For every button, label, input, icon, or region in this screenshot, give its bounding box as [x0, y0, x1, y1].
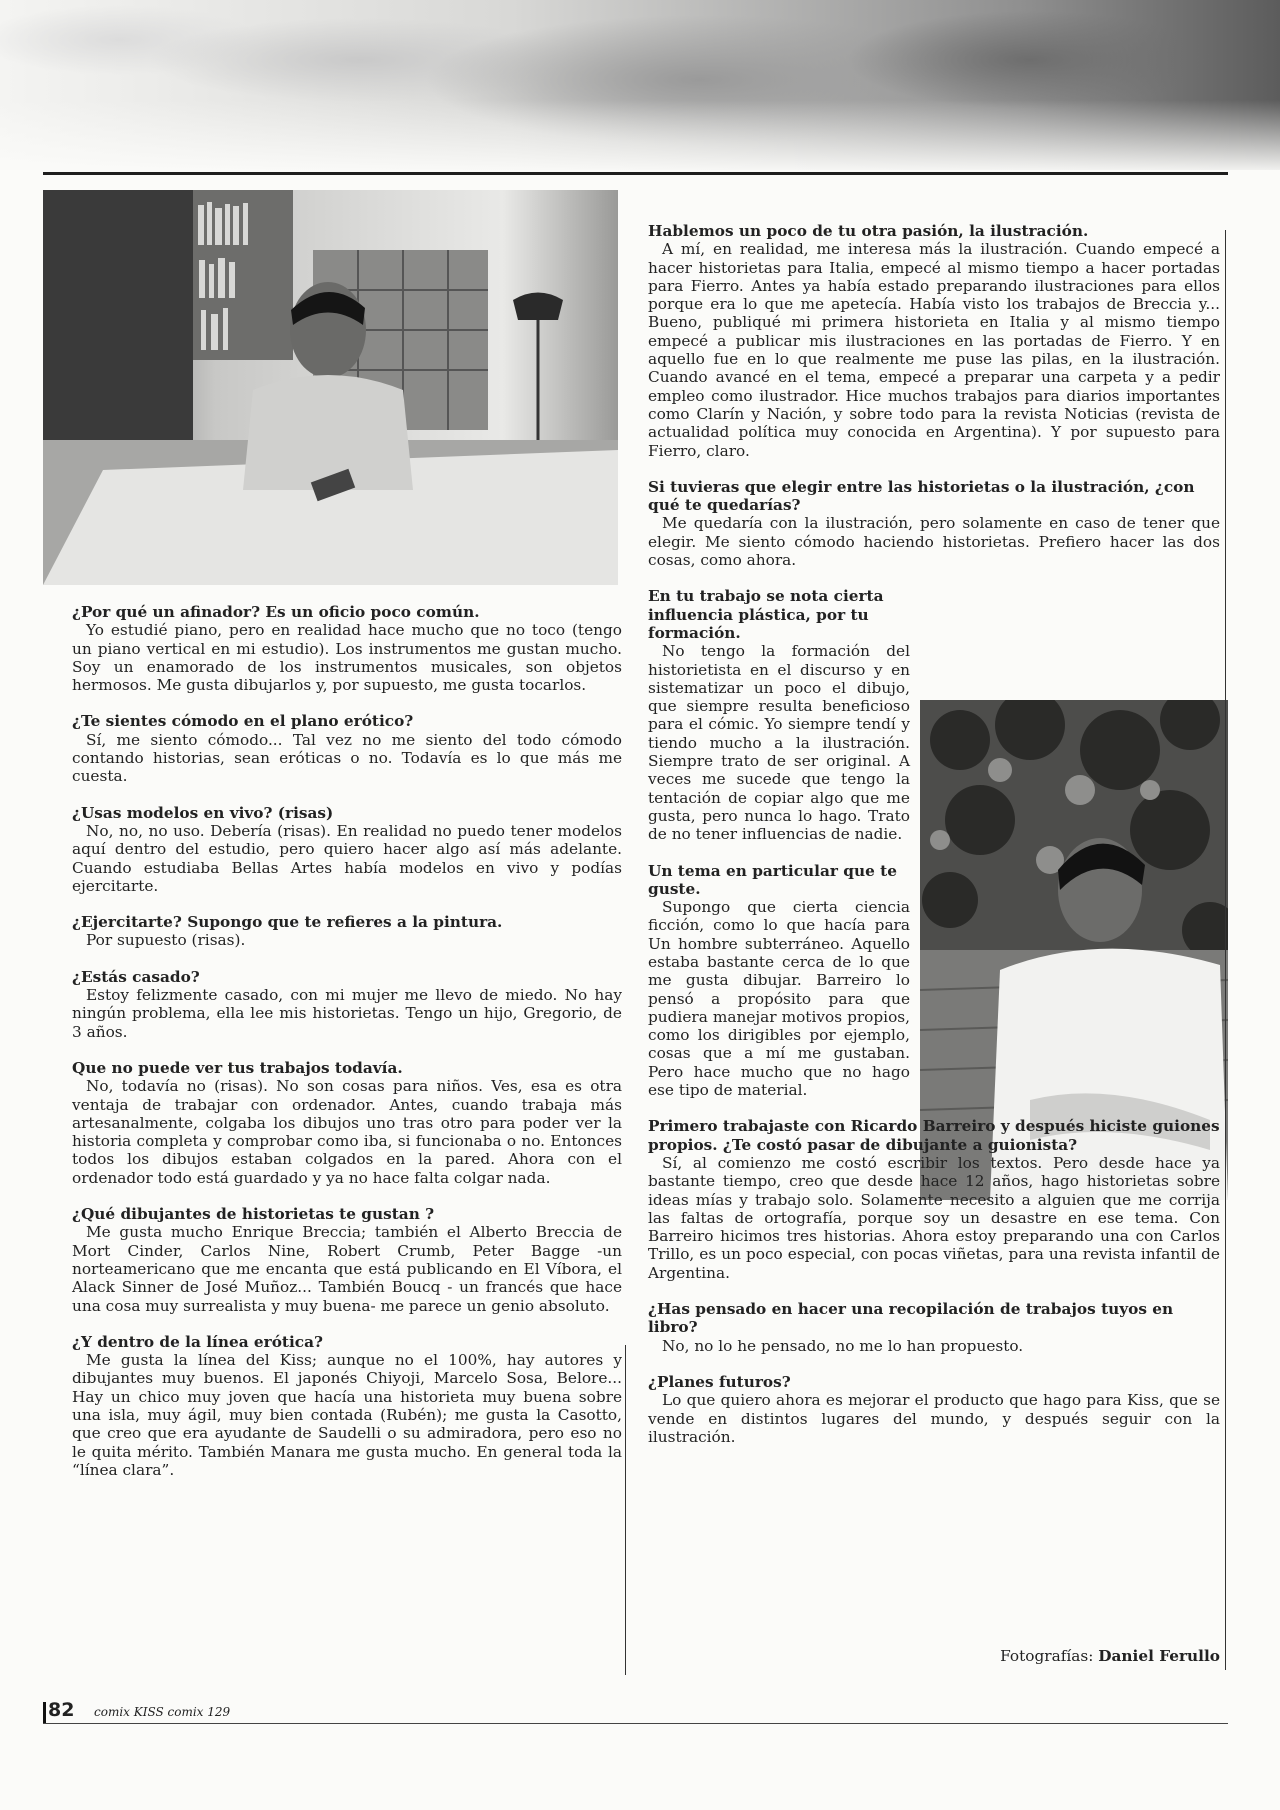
qa-block: [72, 712, 622, 785]
question: ¿Usas modelos en vivo? (risas): [72, 803, 334, 822]
qa-block: [72, 968, 622, 1041]
qa-block: [72, 1205, 622, 1315]
question: ¿Planes futuros?: [648, 1372, 791, 1391]
qa-block: [72, 1059, 622, 1187]
page-number: 82: [48, 1699, 75, 1721]
left-column: [72, 603, 622, 1497]
qa-block: [648, 478, 1220, 569]
answer: Estoy felizmente casado, con mi mujer me llevo de miedo. No hay ningún problema, ella lee mis historietas. Tengo un hijo, Gregorio, de 3 años.: [72, 986, 622, 1041]
question: Un tema en particular que te guste.: [648, 861, 897, 898]
question: Si tuvieras que elegir entre las historietas o la ilustración, ¿con qué te quedarías?: [648, 477, 1195, 515]
portrait-wrap-space: [910, 587, 1220, 1087]
credit-name: Daniel Ferullo: [1098, 1647, 1220, 1665]
footer-bar: [43, 1702, 46, 1724]
question: ¿Qué dibujantes de historietas te gustan ?: [72, 1205, 435, 1224]
footer-magazine: comix KISS comix 129: [94, 1705, 231, 1719]
answer: A mí, en realidad, me interesa más la ilustración. Cuando empecé a hacer historietas para Italia, empecé al mismo tiempo a hacer portadas para Fierro. Antes ya había estado preparando ilustraciones para ellos porque era lo que me apetecía. Había visto los trabajos de Breccia y... Bueno, publiqué mi primera historieta en Italia y al mismo tiempo empecé a publicar mis ilustraciones en las portadas de Fierro. Y en aquello fue en lo que realmente me puse las pilas, en la ilustración. Cuando avancé en el tema, empecé a preparar una carpeta y a pedir empleo como ilustrador. Hice muchos trabajos para diarios importantes como Clarín y Nación, y sobre todo para la revista Noticias (revista de actualidad política muy conocida en Argentina). Y por supuesto para Fierro, claro.: [648, 240, 1220, 460]
question: ¿Has pensado en hacer una recopilación de trabajos tuyos en libro?: [648, 1300, 1174, 1337]
question: Hablemos un poco de tu otra pasión, la ilustración.: [648, 222, 1089, 240]
answer: Me gusta la línea del Kiss; aunque no el 100%, hay autores y dibujantes muy buenos. El japonés Chiyoji, Marcelo Sosa, Belore... Hay un chico muy joven que hacía una historieta muy buena sobre una isla, muy ágil, muy bien contada (Rubén); me gusta la Casotto, que creo que era ayudante de Saudelli o su admiradora, pero eso no le quita mérito. También Manara me gusta mucho. En general toda la “línea clara”.: [72, 1351, 622, 1479]
qa-block: [72, 913, 622, 950]
question: En tu trabajo se nota cierta influencia plástica, por tu formación.: [648, 587, 884, 642]
question: ¿Estás casado?: [72, 967, 200, 986]
question: ¿Ejercitarte? Supongo que te refieres a la pintura.: [72, 913, 503, 932]
question: Primero trabajaste con Ricardo Barreiro y después hiciste guiones propios. ¿Te costó pasar de dibujante a guionista?: [648, 1117, 1220, 1154]
answer: No, no lo he pensado, no me lo han propuesto.: [662, 1336, 1024, 1355]
answer: Por supuesto (risas).: [86, 931, 246, 950]
answer: Sí, me siento cómodo... Tal vez no me siento del todo cómodo contando historias, sean eróticas o no. Todavía es lo que más me cuesta.: [72, 730, 622, 786]
question: ¿Y dentro de la línea erótica?: [72, 1332, 323, 1351]
question: ¿Por qué un afinador? Es un oficio poco común.: [72, 603, 480, 621]
answer: No, todavía no (risas). No son cosas para niños. Ves, esa es otra ventaja de trabajar con ordenador. Antes, cuando trabaja más artesanalmente, colgaba los dibujos uno tras otro para poder ver la historia completa y comprobar como iba, si funcionaba o no. Entonces todos los dibujos estaban colgados en la pared. Ahora con el ordenador todo está guardado y ya no hace falta colgar nada.: [72, 1077, 622, 1187]
answer: Lo que quiero ahora es mejorar el producto que hago para Kiss, que se vende en distintos lugares del mundo, y después seguir con la ilustración.: [648, 1391, 1220, 1446]
answer: Me quedaría con la ilustración, pero solamente en caso de tener que elegir. Me siento cómodo haciendo historietas. Prefiero hacer las dos cosas, como ahora.: [648, 514, 1220, 570]
answer: Me gusta mucho Enrique Breccia; también el Alberto Breccia de Mort Cinder, Carlos Nine, Robert Crumb, Peter Bagge -un norteamericano que me encanta que está publicando en El Víbora, el Alack Sinner de José Muñoz... También Boucq - un francés que hace una cosa muy surrealista y muy buena- me parece un genio absoluto.: [72, 1223, 622, 1315]
answer: No, no, no uso. Debería (risas). En realidad no puedo tener modelos aquí dentro del estudio, pero quiero hacer algo así más adelante. Cuando estudiaba Bellas Artes había modelos en vivo y podías ejercitarte.: [72, 821, 622, 895]
photo-studio: [43, 190, 618, 585]
qa-block: [648, 1300, 1220, 1355]
qa-block: [648, 1373, 1220, 1446]
qa-block: [72, 603, 622, 694]
qa-block: [648, 1117, 1220, 1282]
left-column-rule: [625, 1345, 626, 1675]
qa-block: [72, 1333, 622, 1479]
question: ¿Te sientes cómodo en el plano erótico?: [72, 712, 414, 731]
right-column-rule: [1225, 230, 1226, 1670]
answer: Sí, al comienzo me costó escribir los textos. Pero desde hace ya bastante tiempo, creo que desde hace 12 años, hago historietas sobre ideas mías y trabajo solo. Solamente necesito a alguien que me corrija las faltas de ortografía, porque soy un desastre en ese tema. Con Barreiro hicimos tres historias. Ahora estoy preparando una con Carlos Trillo, es un poco especial, con pocas viñetas, para una revista infantil de Argentina.: [648, 1153, 1220, 1282]
footer-rule: [43, 1723, 1228, 1724]
answer: No tengo la formación del historietista en el discurso y en sistematizar un poco el dibujo, que siempre resulta beneficioso para el cómic. Yo siempre tendí y tiendo mucho a la ilustración. Siempre trato de ser original. A veces me sucede que tengo la tentación de copiar algo que me gusta, pero nunca lo hago. Trato de no tener influencias de nadie.: [648, 642, 910, 844]
photo-credit: [1000, 1647, 1220, 1665]
answer: Yo estudié piano, pero en realidad hace mucho que no toco (tengo un piano vertical en mi estudio). Los instrumentos me gustan mucho. Soy un enamorado de los instrumentos musicales, son objetos hermosos. Me gusta dibujarlos y, por supuesto, me gusta tocarlos.: [72, 621, 622, 695]
top-rule: [43, 172, 1228, 175]
qa-block: [72, 804, 622, 895]
question: Que no puede ver tus trabajos todavía.: [72, 1058, 403, 1077]
qa-block: [648, 222, 1220, 460]
right-column: [648, 222, 1220, 1464]
answer: Supongo que cierta ciencia ficción, como lo que hacía para Un hombre subterráneo. Aquello estaba bastante cerca de lo que me gusta dibujar. Barreiro lo pensó a propósito para que pudiera manejar motivos propios, como los dirigibles por ejemplo, cosas que a mí me gustaban. Pero hace mucho que no hago ese tipo de material.: [648, 898, 910, 1100]
header-fade: [0, 100, 1280, 175]
credit-label: Fotografías:: [1000, 1647, 1094, 1665]
